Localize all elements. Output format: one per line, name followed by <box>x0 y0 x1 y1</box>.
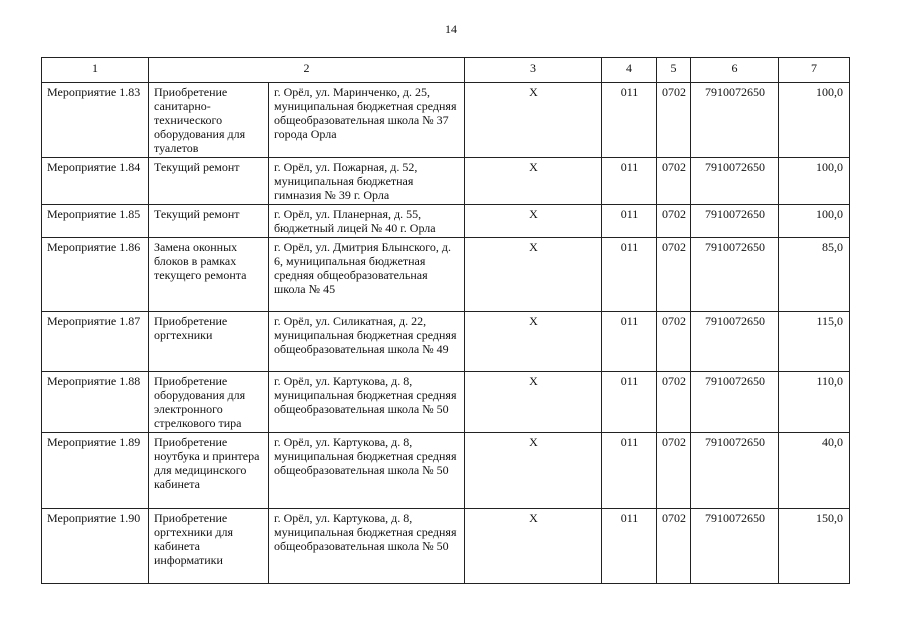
address-cell: г. Орёл, ул. Маринченко, д. 25, муниципальная бюджетная средняя общеобразовательная школа № 37 города Орла <box>269 83 465 158</box>
col6-cell: 7910072650 <box>691 83 779 158</box>
address-cell: г. Орёл, ул. Картукова, д. 8, муниципальная бюджетная средняя общеобразовательная школа № 50 <box>269 509 465 584</box>
table-row <box>42 83 850 158</box>
col3-cell: X <box>465 83 602 158</box>
col6-cell: 7910072650 <box>691 433 779 509</box>
table-row <box>42 238 850 312</box>
col5-cell: 0702 <box>657 312 691 372</box>
col3-cell: X <box>465 372 602 433</box>
col6-cell: 7910072650 <box>691 312 779 372</box>
header-cell: 6 <box>691 58 779 83</box>
header-row <box>42 58 850 83</box>
col5-cell: 0702 <box>657 83 691 158</box>
amount-cell: 100,0 <box>779 158 850 205</box>
amount-cell: 115,0 <box>779 312 850 372</box>
header-cell: 5 <box>657 58 691 83</box>
col6-cell: 7910072650 <box>691 372 779 433</box>
page-number: 14 <box>445 22 457 36</box>
col3-cell: X <box>465 509 602 584</box>
measure-name-cell: Приобретение ноутбука и принтера для медицинского кабинета <box>149 433 269 509</box>
col6-cell: 7910072650 <box>691 509 779 584</box>
amount-cell: 100,0 <box>779 83 850 158</box>
col5-cell: 0702 <box>657 509 691 584</box>
col4-cell: 011 <box>602 372 657 433</box>
address-cell: г. Орёл, ул. Картукова, д. 8, муниципальная бюджетная средняя общеобразовательная школа № 50 <box>269 433 465 509</box>
table-row <box>42 433 850 509</box>
measure-name-cell: Текущий ремонт <box>149 158 269 205</box>
amount-cell: 150,0 <box>779 509 850 584</box>
measure-name-cell: Приобретение оргтехники для кабинета информатики <box>149 509 269 584</box>
measure-name-cell: Приобретение оргтехники <box>149 312 269 372</box>
measure-id-cell: Мероприятие 1.83 <box>42 83 149 158</box>
col4-cell: 011 <box>602 158 657 205</box>
col3-cell: X <box>465 433 602 509</box>
address-cell: г. Орёл, ул. Дмитрия Блынского, д. 6, муниципальная бюджетная средняя общеобразовательная школа № 45 <box>269 238 465 312</box>
col3-cell: X <box>465 158 602 205</box>
measure-name-cell: Приобретение санитарно-технического оборудования для туалетов <box>149 83 269 158</box>
col4-cell: 011 <box>602 433 657 509</box>
col4-cell: 011 <box>602 238 657 312</box>
table-row <box>42 372 850 433</box>
col5-cell: 0702 <box>657 205 691 238</box>
address-cell: г. Орёл, ул. Планерная, д. 55, бюджетный лицей № 40 г. Орла <box>269 205 465 238</box>
amount-cell: 85,0 <box>779 238 850 312</box>
header-cell: 3 <box>465 58 602 83</box>
col4-cell: 011 <box>602 205 657 238</box>
col6-cell: 7910072650 <box>691 158 779 205</box>
measure-name-cell: Замена оконных блоков в рамках текущего ремонта <box>149 238 269 312</box>
header-cell: 1 <box>42 58 149 83</box>
measure-id-cell: Мероприятие 1.84 <box>42 158 149 205</box>
table-row <box>42 509 850 584</box>
col5-cell: 0702 <box>657 238 691 312</box>
measure-name-cell: Приобретение оборудования для электронного стрелкового тира <box>149 372 269 433</box>
address-cell: г. Орёл, ул. Пожарная, д. 52, муниципальная бюджетная гимназия № 39 г. Орла <box>269 158 465 205</box>
measure-id-cell: Мероприятие 1.86 <box>42 238 149 312</box>
col3-cell: X <box>465 238 602 312</box>
table-row <box>42 158 850 205</box>
amount-cell: 110,0 <box>779 372 850 433</box>
measure-id-cell: Мероприятие 1.85 <box>42 205 149 238</box>
measure-id-cell: Мероприятие 1.87 <box>42 312 149 372</box>
measure-id-cell: Мероприятие 1.90 <box>42 509 149 584</box>
col5-cell: 0702 <box>657 433 691 509</box>
address-cell: г. Орёл, ул. Картукова, д. 8, муниципальная бюджетная средняя общеобразовательная школа № 50 <box>269 372 465 433</box>
amount-cell: 40,0 <box>779 433 850 509</box>
col6-cell: 7910072650 <box>691 205 779 238</box>
col4-cell: 011 <box>602 509 657 584</box>
col5-cell: 0702 <box>657 158 691 205</box>
table-row <box>42 312 850 372</box>
col4-cell: 011 <box>602 83 657 158</box>
address-cell: г. Орёл, ул. Силикатная, д. 22, муниципальная бюджетная средняя общеобразовательная школа № 49 <box>269 312 465 372</box>
col4-cell: 011 <box>602 312 657 372</box>
col5-cell: 0702 <box>657 372 691 433</box>
header-cell: 2 <box>149 58 465 83</box>
col3-cell: X <box>465 205 602 238</box>
measure-id-cell: Мероприятие 1.88 <box>42 372 149 433</box>
measure-name-cell: Текущий ремонт <box>149 205 269 238</box>
col3-cell: X <box>465 312 602 372</box>
header-cell: 7 <box>779 58 850 83</box>
col6-cell: 7910072650 <box>691 238 779 312</box>
amount-cell: 100,0 <box>779 205 850 238</box>
measures-table <box>41 57 850 584</box>
measure-id-cell: Мероприятие 1.89 <box>42 433 149 509</box>
header-cell: 4 <box>602 58 657 83</box>
table-row <box>42 205 850 238</box>
